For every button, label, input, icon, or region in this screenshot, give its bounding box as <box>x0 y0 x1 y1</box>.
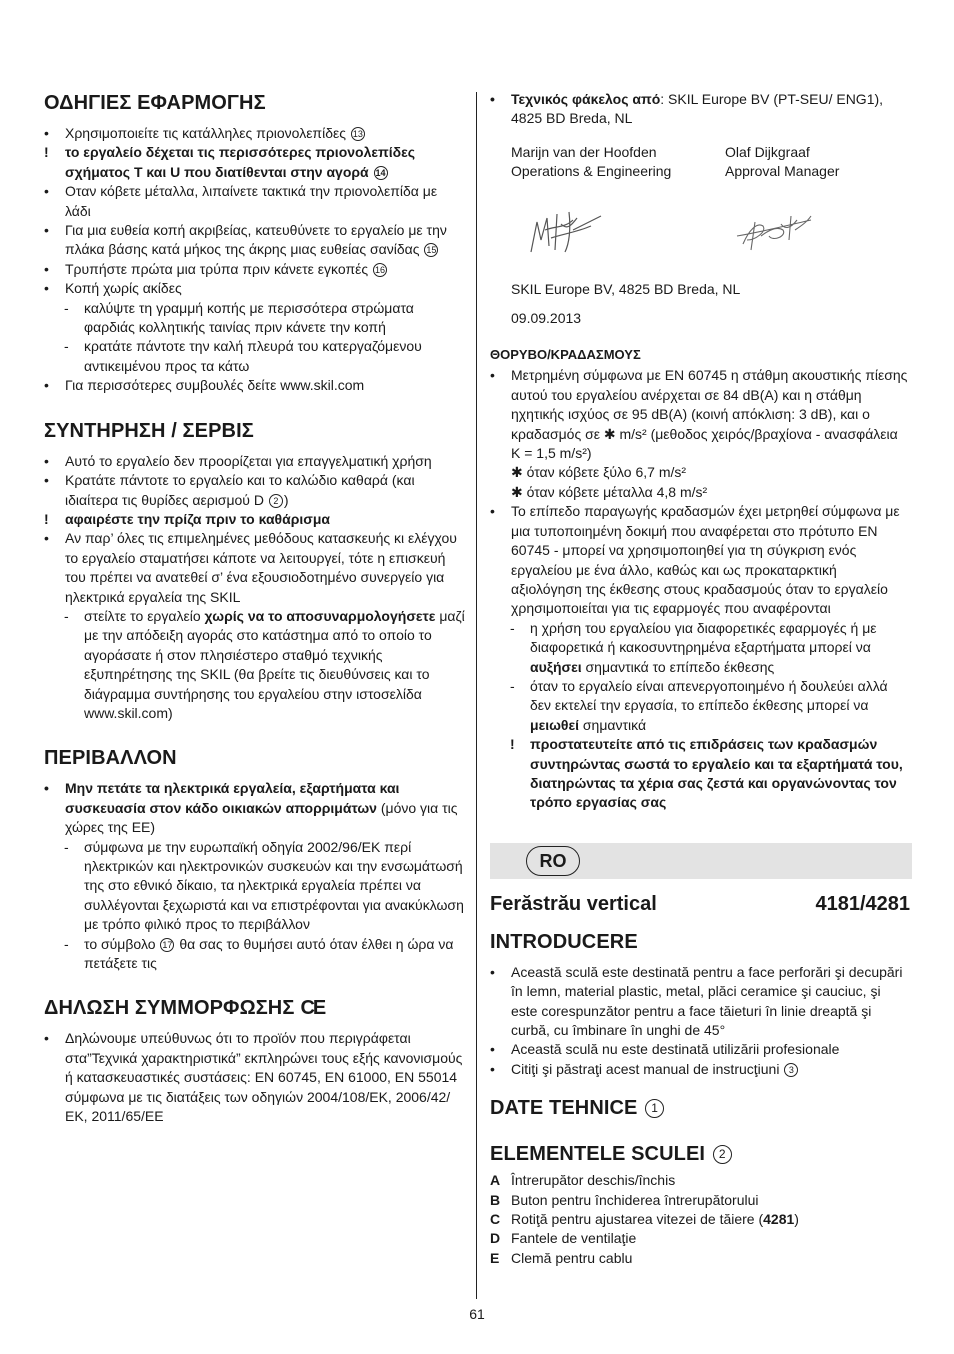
ref-number-icon: 2 <box>713 1145 732 1164</box>
section-title-conformity: ΔΗΛΩΣΗ ΣΥΜΜΟΡΦΩΣΗΣ CE <box>44 997 325 1020</box>
sub-item: - κρατάτε πάντοτε την καλή πλευρά του κατεργαζόμενου αντικειμένου προς τα κάτω <box>64 338 422 374</box>
sub-item: - η χρήση του εργαλείου για διαφορετικές εφαρμογές ή με διαφορετικά ή κακοσυντηρημένα εξαρτήματα μπορεί να αυξήσει σημαντικά το επίπεδο έκθεσης <box>510 619 877 675</box>
page-number: 61 <box>469 1306 485 1322</box>
list-item: • Για μια ευθεία κοπή ακριβείας, κατευθύνετε το εργαλείο με την πλάκα βάσης κατά μήκος της άκρης μιας ευθείας σανίδας 15 <box>44 222 447 258</box>
list-item: • Μετρημένη σύμφωνα με EN 60745 η στάθμη ακουστικής πίεσης αυτού του εργαλείου ανέρχεται σε 84 dB(A) και η στάθμη ηχητικής ισχύος σε 95 dB(A) (κοινή απόκλιση: 3 dB), και ο κραδασμός σε ✱ m/s² (μεθοδος χειρός/βραχίονα - ανασφάλεια K = 1,5 m/s²) ✱ όταν κόβετε ξύλο 6,7 m/s² ✱ όταν κόβετε μέταλλα 4,8 m/s² <box>490 367 908 500</box>
ref-number-icon: 16 <box>374 264 385 275</box>
list-item: • Τρυπήστε πρώτα μια τρύπα πριν κάνετε εγκοπές 16 <box>44 260 385 277</box>
signatures <box>511 200 910 262</box>
section-title-noise: ΘΟΡΥΒΟ/ΚΡΑΔΑΣΜΟΥΣ <box>490 347 641 363</box>
element-item: B Buton pentru închiderea întrerupătorului <box>490 1191 759 1208</box>
warning-item: ! προστατευτείτε από τις επιδράσεις των κραδασμών συντηρώντας σωστά το εργαλείο και τα εξαρτήματά του, διατηρώντας τα χέρια σας ζεστά και οργανώνοντας τον τρόπο εργασίας σας <box>510 736 903 811</box>
list-item: • Το επίπεδο παραγωγής κραδασμών έχει μετρηθεί σύμφωνα με μια τυποποιημένη δοκιμή που αναφέρεται στο πρότυπο EN 60745 - μπορεί να χρησιμοποιηθεί για τη σύγκριση ενός εργαλείου με ένα άλλο, καθώς και ως προκαταρκτική αξιολόγηση της έκθεσης στους κραδασμούς όταν το εργαλείο χρησιμοποιείται για τις εφαρμογές που αναφέρονται <box>490 503 900 617</box>
section-title-elements: ELEMENTELE SCULEI 2 <box>490 1141 910 1167</box>
element-item: A Întrerupător deschis/închis <box>490 1172 676 1189</box>
product-title <box>490 891 910 917</box>
sub-item: - σύμφωνα με την ευρωπαϊκή οδηγία 2002/96/ΕΚ περί ηλεκτρικών και ηλεκτρονικών συσκευών και την ενσωμάτωσή της στο εθνικό δίκαιο, τα ηλεκτρικά εργαλεία πρέπει να συλλέγονται ξεχωριστά και να επιστρέφονται για ανακύκλωση με τρόπο φιλικό προς το περιβάλλον <box>64 838 464 933</box>
sub-item: - όταν το εργαλείο είναι απενεργοποιημένο ή δουλεύει αλλά δεν εκτελεί την εργασία, το επίπεδο έκθεσης μπορεί να μειωθεί σημαντικά <box>510 677 888 733</box>
section-title-instructions: ΟΔΗΓΙΕΣ ΕΦΑΡΜΟΓΗΣ <box>44 92 266 114</box>
language-bar <box>490 843 912 879</box>
section-title-tech: DATE TEHNICE 1 <box>490 1095 910 1121</box>
ref-number-icon: 13 <box>352 129 363 139</box>
sub-item: - καλύψτε τη γραμμή κοπής με περισσότερα στρώματα φαρδιάς κολλητικής ταινίας πριν κάνετε την κοπή <box>64 299 414 336</box>
list-item: • Această sculă nu este destinată utilizării profesionale <box>490 1041 840 1058</box>
element-item: E Clemă pentru cablu <box>490 1249 633 1266</box>
warning-item: ! το εργαλείο δέχεται τις περισσότερες πριονολεπίδες σχήματος T και U που διατίθενται στην αγορά 14 <box>44 144 416 180</box>
product-model: 4181/4281 <box>815 892 910 915</box>
ref-number-icon: 3 <box>784 1063 798 1077</box>
language-code-badge: RO <box>526 846 580 876</box>
declaration-date: 09.09.2013 <box>511 310 582 327</box>
right-column <box>490 90 910 1268</box>
sub-item: - το σύμβολο 17 θα σας το θυμήσει αυτό όταν έλθει η ώρα να πετάξετε τις <box>64 935 454 972</box>
list-item: • Μην πετάτε τα ηλεκτρικά εργαλεία, εξαρτήματα και συσκευασία στον κάδο οικιακών απορριμάτων (μόνο για τις χώρες της ΕΕ) <box>44 780 458 836</box>
element-item: C Rotiţă pentru ajustarea vitezei de tăiere (4281) <box>490 1211 799 1228</box>
section-title-service: ΣΥΝΤΗΡΗΣΗ / ΣΕΡΒΙΣ <box>44 419 254 442</box>
list-item: • Οταν κόβετε μέταλλα, λιπαίνετε τακτικά την πριονολεπίδα με λάδι <box>44 183 438 219</box>
sub-item: - στείλτε το εργαλείο χωρίς να το αποσυναρμολογήσετε μαζί με την απόδειξη αγοράς στο κατάστημα από το οποίο το αγοράσατε ή στον πλησιέστερο σταθμό τεχνικής εξυπηρέτησης της SKIL (θα βρείτε τις διευθύνσεις και το διάγραμμα συντήρησης του εργαλείου στην ιστοσελίδα www.skil.com) <box>64 607 465 721</box>
list-item: • Αν παρ’ όλες τις επιμελημένες μεθόδους κατασκευής κι ελέγχου το εργαλείο σταματήσει κάποτε να λειτουργεί, τότε η επισκευή του πρέπει να ανατεθεί σ’ ένα εξουσιοδοτημένο συνεργείο για ηλεκτρικά εργαλεία της SKIL <box>44 530 457 605</box>
list-item: • Αυτό το εργαλείο δεν προορίζεται για επαγγελματική χρήση <box>44 452 432 469</box>
signatory-names: Marijn van der Hoofden Olaf Dijkgraaf <box>511 143 810 160</box>
list-item: • Citiţi şi păstraţi acest manual de instrucţiuni 3 <box>490 1060 910 1079</box>
ref-number-icon: 17 <box>162 939 173 950</box>
section-title-intro: INTRODUCERE <box>490 930 638 953</box>
list-item: • Τεχνικός φάκελος από: SKIL Europe BV (PT-SEU/ ENG1), 4825 BD Breda, NL <box>490 91 884 127</box>
ref-number-icon: 15 <box>426 245 437 256</box>
ref-number-icon: 1 <box>645 1099 664 1118</box>
warning-item: ! αφαιρέστε την πρίζα πριν το καθάρισμα <box>44 510 331 527</box>
list-item: • Această sculă este destinată pentru a face perforări şi decupări în lemn, material plastic, metal, plăci ceramice şi cauciuc, şi este corespunzător pentru a face tăieturi în linie dreaptă şi curbă, cu îmbinare în unghi de 45° <box>490 963 903 1038</box>
company-address: SKIL Europe BV, 4825 BD Breda, NL <box>511 280 741 297</box>
signature-icon <box>511 200 911 262</box>
column-divider <box>476 92 477 1299</box>
section-title-environment: ΠΕΡΙΒΑΛΛΟΝ <box>44 747 177 770</box>
list-item: • Χρησιμοποιείτε τις κατάλληλες πριονολεπίδες 13 <box>44 125 363 141</box>
ce-mark-icon: CE <box>300 997 325 1020</box>
list-item: • Κοπή χωρίς ακίδες <box>44 280 182 297</box>
product-name: Ferăstrău vertical <box>490 892 657 915</box>
left-column <box>44 90 466 1126</box>
list-item: • Δηλώνουμε υπεύθυνως ότι το προϊόν που περιγράφεται στα”Τεχνικά χαρακτηριστικά” εκπληρώνει τους εξής κανονισμούς ή κατασκευαστικές συστάσεις: EN 60745, EN 61000, EN 55014 σύμφωνα με τις διατάξεις των οδηγιών 2004/108/ΕΚ, 2006/42/ΕΚ, 2011/65/ΕΕ <box>44 1030 463 1125</box>
list-item: • Για περισσότερες συμβουλές δείτε www.skil.com <box>44 377 365 394</box>
list-item: • Κρατάτε πάντοτε το εργαλείο και το καλώδιο καθαρά (και ιδιαίτερα τις θυρίδες αερισμού D 2 ) <box>44 472 415 508</box>
element-item: D Fantele de ventilaţie <box>490 1230 637 1247</box>
ref-number-icon: 2 <box>269 494 283 508</box>
signatory-roles: Operations & Engineering Approval Manager <box>511 163 840 180</box>
ref-number-icon: 14 <box>375 167 386 178</box>
